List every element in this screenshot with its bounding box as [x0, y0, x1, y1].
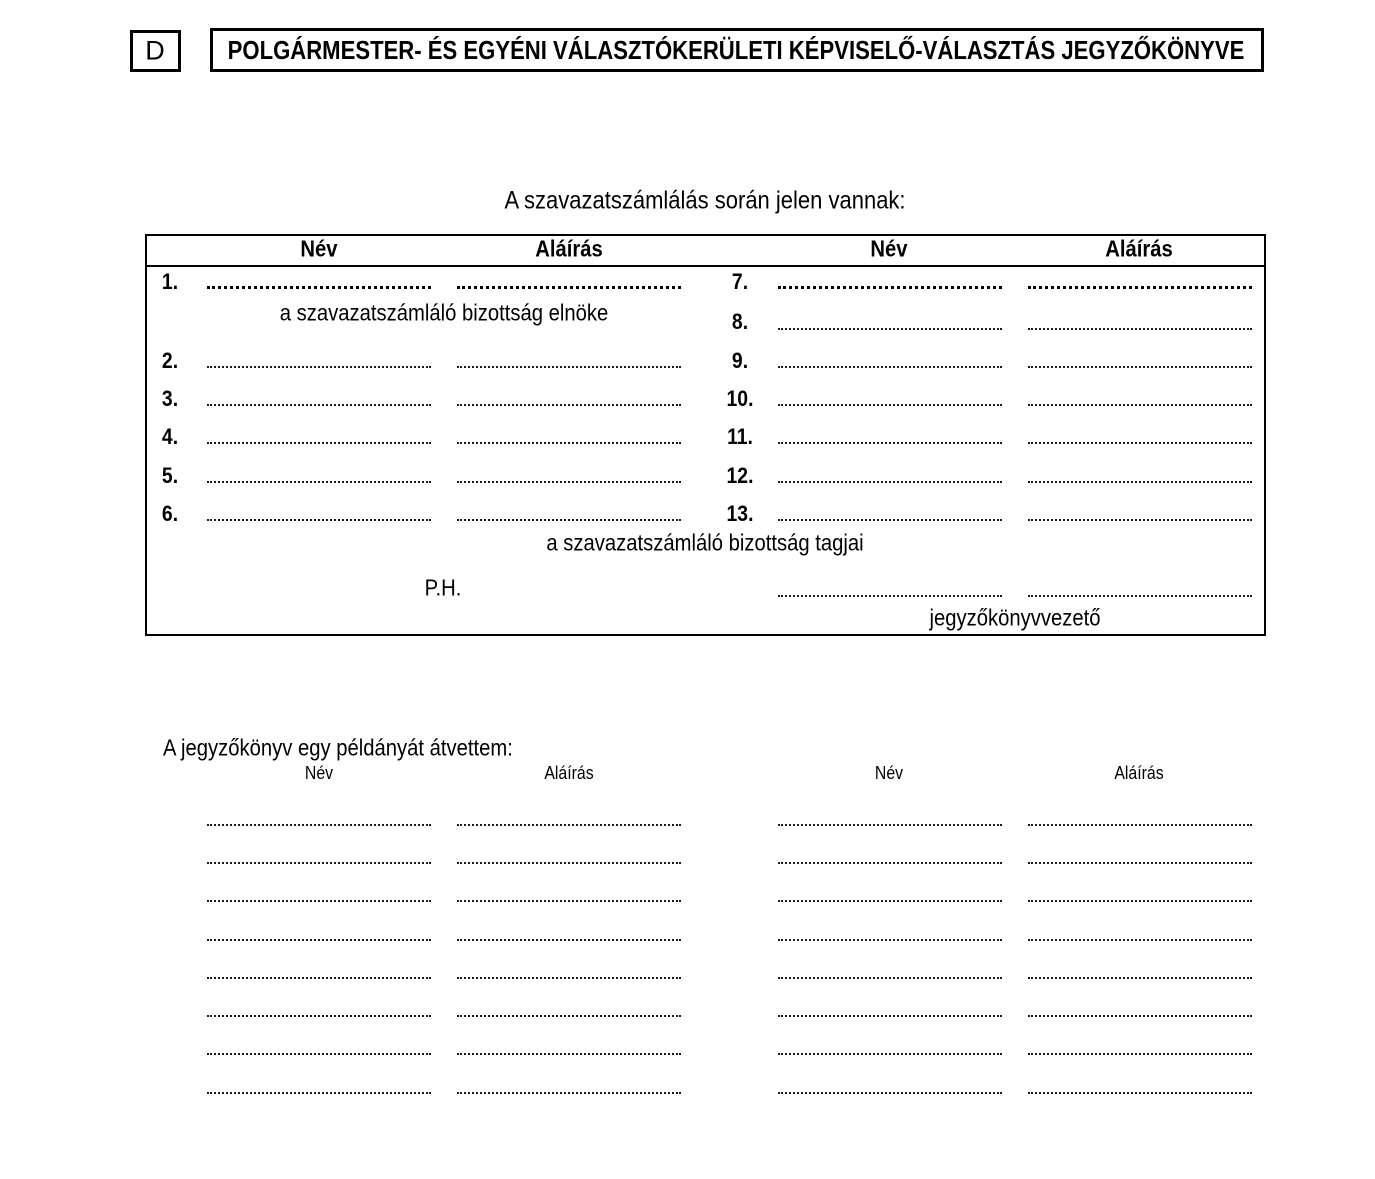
signature-blank-line — [1028, 442, 1252, 444]
name-blank-line — [207, 519, 431, 521]
signature-blank-line — [1028, 366, 1252, 368]
row-number: 1. — [161, 269, 179, 294]
column-header-signature: Aláírás — [1105, 235, 1173, 262]
row-number: 9. — [731, 348, 749, 373]
signature-blank-line — [1028, 595, 1252, 597]
name-blank-line — [207, 1092, 431, 1094]
name-blank-line — [778, 977, 1002, 979]
name-blank-line — [778, 1092, 1002, 1094]
column-header-name: Név — [300, 235, 338, 262]
row-number: 2. — [161, 348, 179, 373]
signature-blank-line — [1028, 977, 1252, 979]
row-number: 4. — [161, 424, 179, 449]
name-blank-line — [207, 404, 431, 406]
signature-blank-line — [457, 900, 681, 902]
name-blank-line — [207, 977, 431, 979]
row-number: 6. — [161, 501, 179, 526]
signature-blank-line — [1028, 824, 1252, 826]
name-blank-line — [207, 824, 431, 826]
name-blank-line — [207, 939, 431, 941]
name-blank-line — [778, 366, 1002, 368]
name-blank-line — [207, 862, 431, 864]
row-number: 3. — [161, 386, 179, 411]
signature-blank-line — [1028, 939, 1252, 941]
name-blank-line — [778, 286, 1002, 289]
name-blank-line — [778, 595, 1002, 597]
row-number: 12. — [726, 463, 754, 488]
column-header-signature: Aláírás — [535, 235, 603, 262]
stamp-label: P.H. — [424, 574, 462, 601]
document-title: POLGÁRMESTER- ÉS EGYÉNI VÁLASZTÓKERÜLETI KÉPVISELŐ-VÁLASZTÁS JEGYZŐKÖNYVE — [227, 35, 1245, 65]
signature-blank-line — [1028, 900, 1252, 902]
column-header-name: Név — [870, 235, 908, 262]
members-caption: a szavazatszámláló bizottság tagjai — [546, 529, 864, 556]
signature-blank-line — [1028, 328, 1252, 330]
signature-blank-line — [457, 1015, 681, 1017]
chair-caption: a szavazatszámláló bizottság elnöke — [279, 299, 609, 326]
row-number: 13. — [726, 501, 754, 526]
name-blank-line — [778, 824, 1002, 826]
signature-blank-line — [1028, 519, 1252, 521]
signature-blank-line — [457, 1053, 681, 1055]
signature-blank-line — [1028, 404, 1252, 406]
name-blank-line — [207, 366, 431, 368]
row-number: 7. — [731, 269, 749, 294]
row-number: 8. — [731, 309, 749, 334]
name-blank-line — [207, 1053, 431, 1055]
receipt-heading: A jegyzőkönyv egy példányát átvettem: — [163, 734, 513, 761]
signature-blank-line — [1028, 286, 1252, 289]
name-blank-line — [207, 442, 431, 444]
attendance-table — [145, 234, 1266, 636]
signature-blank-line — [1028, 1015, 1252, 1017]
signature-blank-line — [457, 404, 681, 406]
row-number: 10. — [726, 386, 754, 411]
row-number: 5. — [161, 463, 179, 488]
column-header-name: Név — [874, 763, 904, 783]
signature-blank-line — [457, 1092, 681, 1094]
signature-blank-line — [457, 366, 681, 368]
signature-blank-line — [1028, 1092, 1252, 1094]
signature-blank-line — [457, 862, 681, 864]
name-blank-line — [207, 286, 431, 289]
signature-blank-line — [457, 824, 681, 826]
name-blank-line — [778, 442, 1002, 444]
name-blank-line — [778, 481, 1002, 483]
signature-blank-line — [457, 977, 681, 979]
column-header-name: Név — [304, 763, 334, 783]
signature-blank-line — [457, 481, 681, 483]
form-code: D — [145, 35, 165, 66]
signature-blank-line — [1028, 1053, 1252, 1055]
recorder-caption: jegyzőkönyvvezető — [929, 604, 1101, 631]
name-blank-line — [778, 862, 1002, 864]
name-blank-line — [207, 900, 431, 902]
name-blank-line — [207, 1015, 431, 1017]
name-blank-line — [778, 939, 1002, 941]
signature-blank-line — [457, 286, 681, 289]
name-blank-line — [778, 404, 1002, 406]
name-blank-line — [778, 328, 1002, 330]
column-header-signature: Aláírás — [544, 763, 594, 783]
signature-blank-line — [457, 442, 681, 444]
table-header-divider — [145, 265, 1266, 267]
signature-blank-line — [1028, 862, 1252, 864]
name-blank-line — [778, 519, 1002, 521]
name-blank-line — [778, 1015, 1002, 1017]
row-number: 11. — [727, 424, 753, 449]
attendance-heading: A szavazatszámlálás során jelen vannak: — [504, 186, 906, 215]
signature-blank-line — [457, 519, 681, 521]
signature-blank-line — [457, 939, 681, 941]
column-header-signature: Aláírás — [1114, 763, 1164, 783]
name-blank-line — [207, 481, 431, 483]
signature-blank-line — [1028, 481, 1252, 483]
name-blank-line — [778, 900, 1002, 902]
name-blank-line — [778, 1053, 1002, 1055]
